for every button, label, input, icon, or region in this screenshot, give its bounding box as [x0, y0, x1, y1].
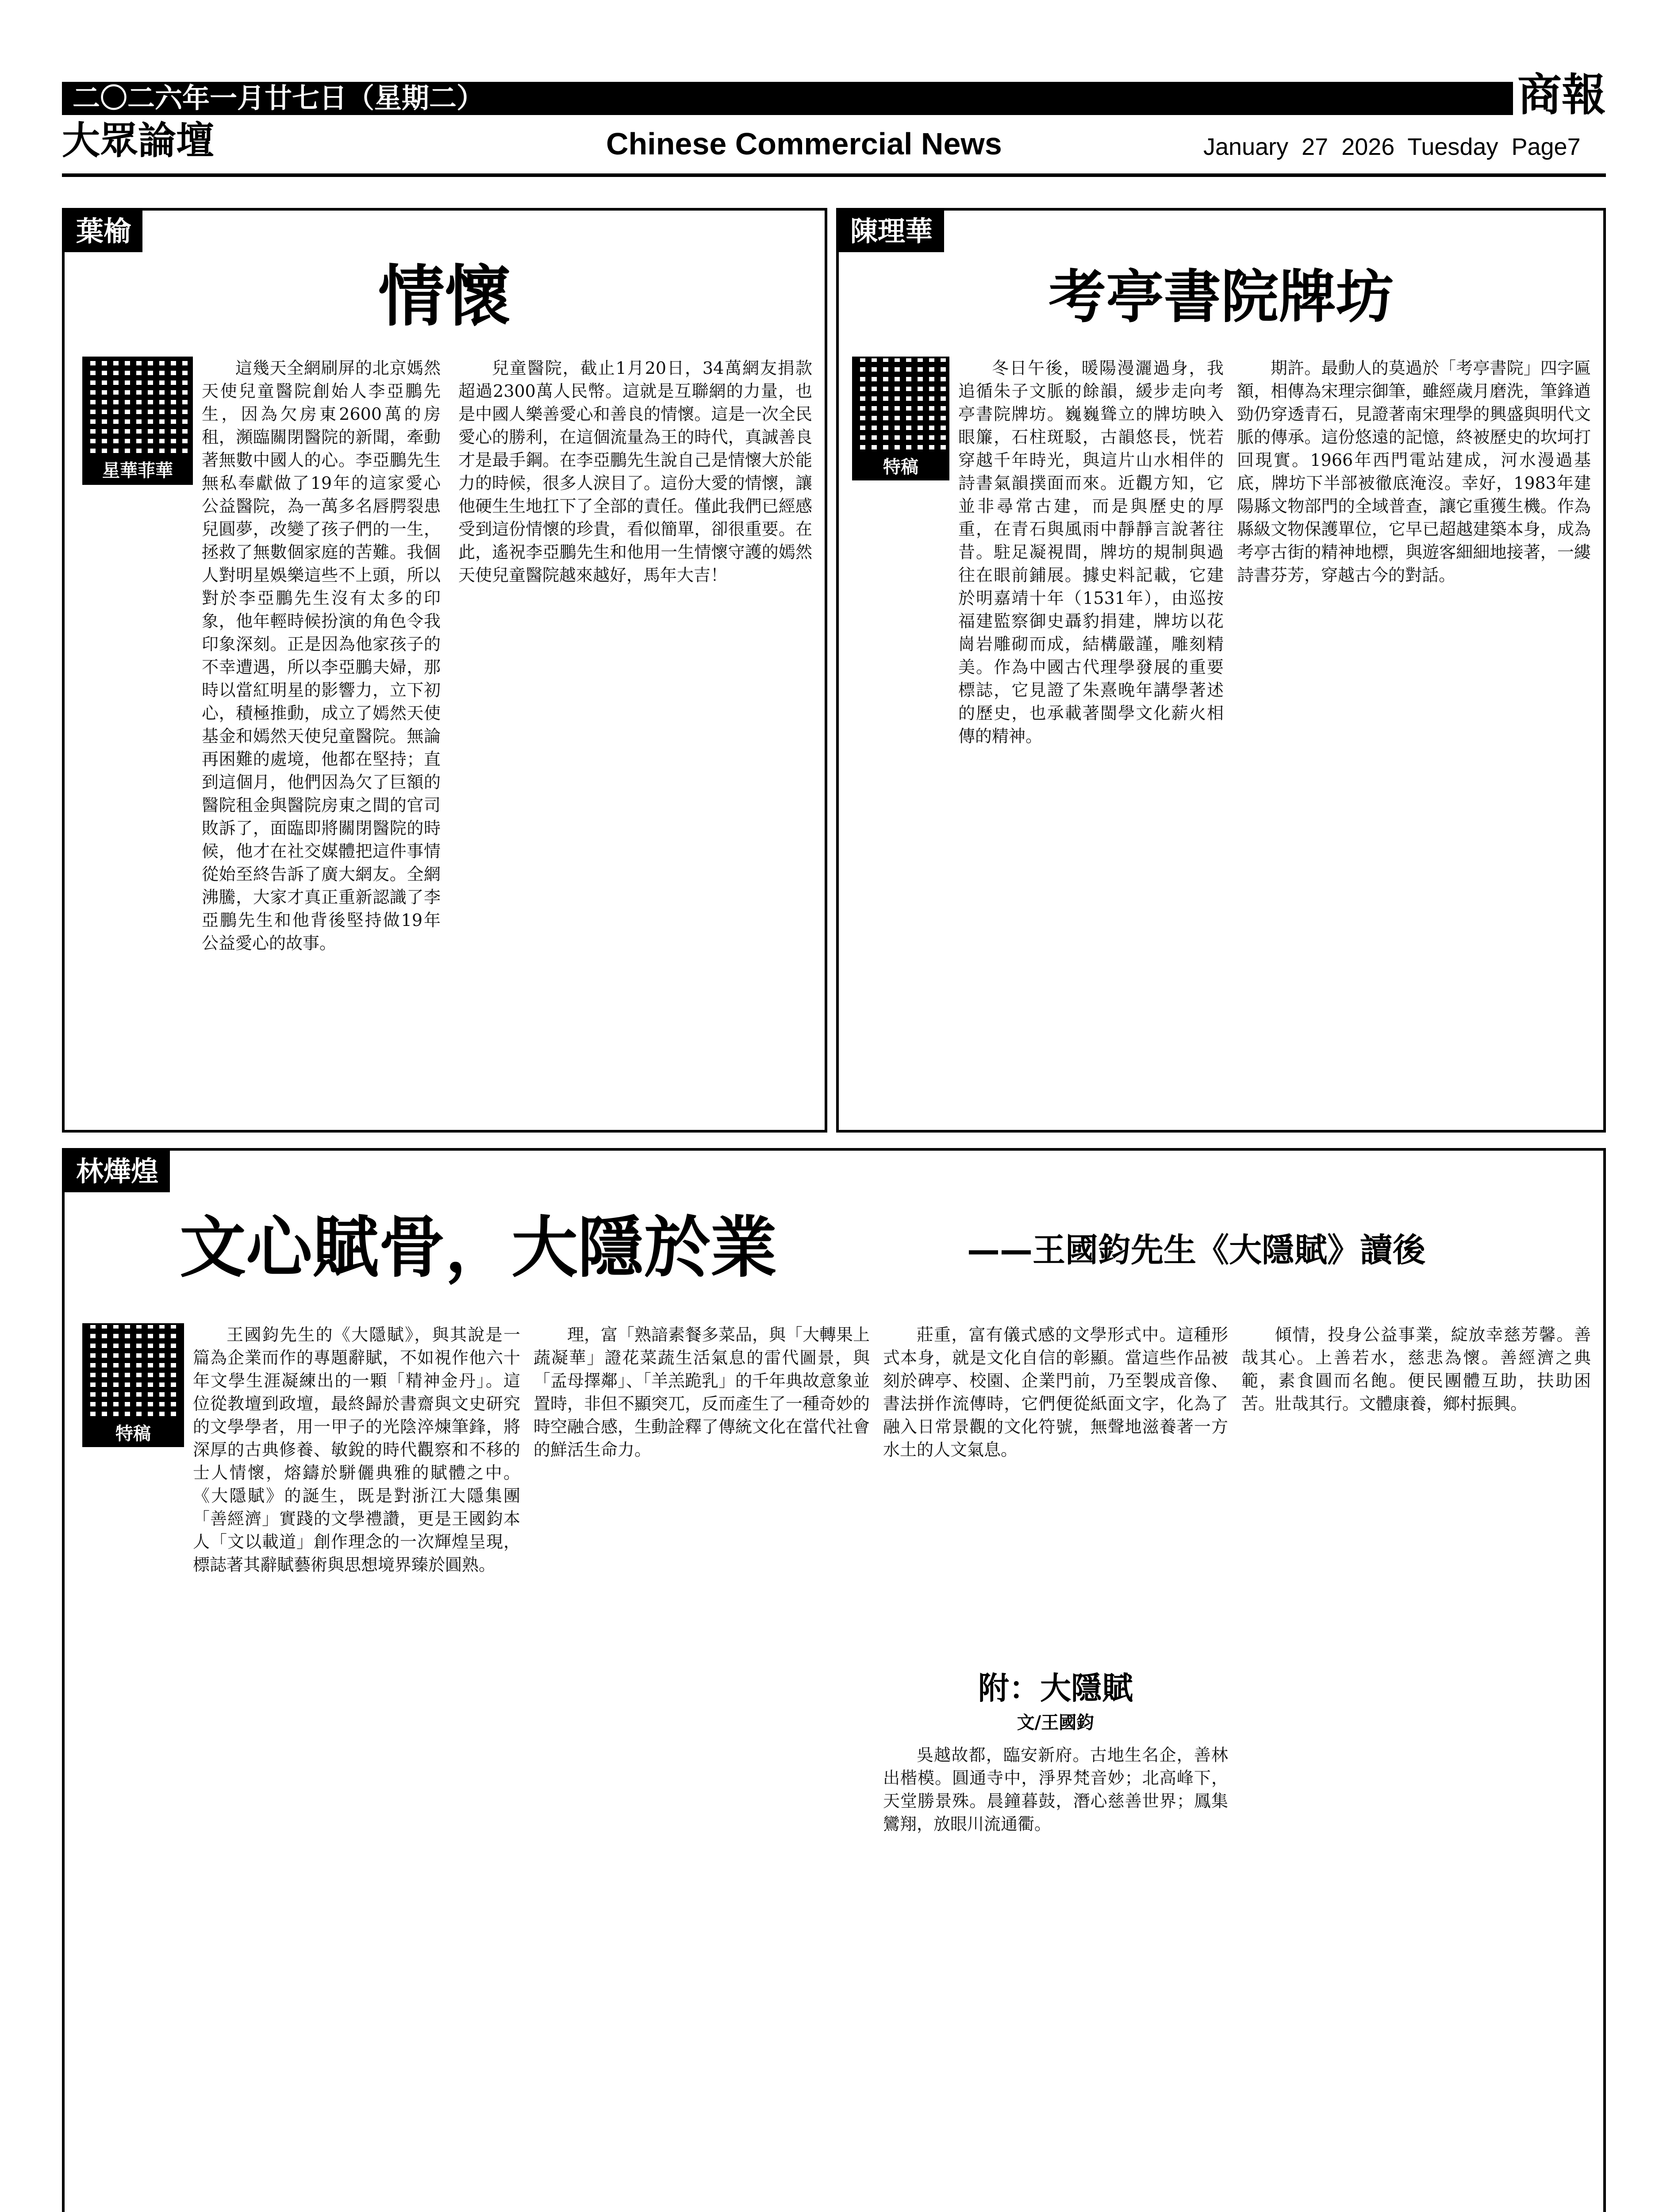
qr-code [852, 357, 949, 480]
header-rule [62, 173, 1606, 177]
paragraph: 這幾天全網刷屏的北京媽然天使兒童醫院創始人李亞鵬先生，因為欠房東2600萬的房租，瀕臨關閉醫院的新聞，牽動著無數中國人的心。李亞鵬先生無私奉獻做了19年的這家愛心公益醫院，為一萬多名唇腭裂患兒圓夢，改變了孩子們的一生，拯救了無數個家庭的苦難。我個人對明星娛樂這些不上頭，所以對於李亞鵬先生沒有太多的印象，他年輕時候扮演的角色令我印象深刻。正是因為他家孩子的不幸遭遇，所以李亞鵬夫婦，那時以當紅明星的影響力，立下初心，積極推動，成立了嫣然天使基金和嫣然天使兒童醫院。無論再困難的處境，他都在堅持；直到這個月，他們因為欠了巨額的醫院租金與醫院房東之間的官司敗訴了，面臨即將關閉醫院的時候，他才在社交媒體把這件事情從始至終告訴了廣大網友。全網沸騰，大家才真正重新認識了李亞鵬先生和他背後堅持做19年公益愛心的故事。 [202, 358, 441, 953]
header-date-line: 二〇二六年一月廿七日（星期二） [73, 82, 484, 114]
author-tag: 葉榆 [65, 211, 142, 252]
paragraph: 理，富「熟諳素餐多菜品，與「大轉果上蔬凝華」證花菜蔬生活氣息的雷代圖景，與「孟母擇鄰」、「羊羔跪乳」的千年典故意象並置時，非但不顯突兀，反而產生了一種奇妙的時空融合感，生動詮釋了傳統文化在當代社會的鮮活生命力。 [534, 1325, 870, 1459]
article-box-dayinfu [62, 1148, 1606, 2212]
qr-label: 特稿 [84, 1421, 182, 1445]
qr-code [82, 1323, 184, 1447]
article-body-col1 [193, 1323, 520, 2212]
paragraph: 期許。最動人的莫過於「考亭書院」四字匾額，相傳為宋理宗御筆，雖經歲月磨洗，筆鋒遒勁仍穿透青石，見證著南宋理學的興盛與明代文脈的傳承。這份悠遠的記憶，終被歷史的坎坷打回現實。1966年西門電站建成，河水漫過基底，牌坊下半部被徹底淹沒。幸好，1983年建陽縣文物部門的全域普查，讓它重獲生機。作為縣級文物保護單位，它早已超越建築本身，成為考亭古街的精神地標，與遊客細細地接著，一縷詩書芬芳，穿越古今的對話。 [1237, 358, 1591, 585]
qr-pattern [854, 358, 948, 455]
paragraph: 傾情，投身公益事業，綻放幸慈芳馨。善哉其心。上善若水，慈悲為懷。善經濟之典範，素食圓而名飽。便民團體互助，扶助困苦。壯哉其行。文體康養，鄉村振興。 [1241, 1325, 1591, 1413]
article-body-col1 [958, 357, 1224, 1118]
article-body-col2 [534, 1323, 870, 2212]
article-body-col2 [1237, 357, 1591, 1118]
article-title: 文心賦骨，大隱於業 [180, 1210, 777, 1286]
article-body-col1 [202, 357, 441, 1118]
qr-pattern [84, 358, 191, 458]
qr-pattern [84, 1325, 182, 1421]
article-title: 考亭書院牌坊 [1048, 263, 1394, 330]
qr-label: 特稿 [854, 455, 948, 479]
paragraph: 王國鈞先生的《大隱賦》，與其說是一篇為企業而作的專題辭賦，不如視作他六十年文學生涯凝練出的一顆「精神金丹」。這位從教壇到政壇，最終歸於書齋與文史研究的文學學者，用一甲子的光陰淬煉筆鋒，將深厚的古典修養、敏銳的時代觀察和不移的士人情懷，熔鑄於駢儷典雅的賦體之中。《大隱賦》的誕生，既是對浙江大隱集團「善經濟」實踐的文學禮讚，更是王國鈞本人「文以載道」創作理念的一次輝煌呈現，標誌著其辭賦藝術與思想境界臻於圓熟。 [193, 1325, 520, 1575]
paragraph: 吳越故都，臨安新府。古地生名企，善林出楷模。圓通寺中，淨界梵音妙；北高峰下，天堂勝景殊。晨鐘暮鼓，潛心慈善世界；鳳集鸞翔，放眼川流通衢。 [883, 1745, 1228, 1834]
header-section-name: 大眾論壇 [62, 119, 214, 163]
header-paper-name: 商報 [1517, 69, 1606, 121]
qr-label: 星華菲華 [84, 458, 191, 483]
article-box-qinghuai [62, 208, 827, 1133]
header-english-date: January 27 2026 Tuesday Page7 [1203, 134, 1581, 160]
author-tag: 林燁煌 [65, 1151, 170, 1192]
article-box-kaoting [836, 208, 1606, 1133]
header-english-name: Chinese Commercial News [606, 127, 1002, 161]
paragraph: 冬日午後，暖陽漫灑過身，我追循朱子文脈的餘韻，緩步走向考亭書院牌坊。巍巍聳立的牌坊映入眼簾，石柱斑駁，古韻悠長，恍若穿越千年時光，與這片山水相伴的詩書氣韻撲面而來。近觀方知，它並非尋常古建，而是與歷史的厚重，在青石與風雨中靜靜言說著往昔。駐足凝視間，牌坊的規制與過往在眼前鋪展。據史料記載，它建於明嘉靖十年（1531年），由巡按福建監察御史聶豹捐建，牌坊以花崗岩雕砌而成，結構嚴謹，雕刻精美。作為中國古代理學發展的重要標誌，它見證了朱熹晚年講學著述的歷史，也承載著閩學文化薪火相傳的精神。 [958, 358, 1224, 746]
article-body-col4 [1241, 1323, 1591, 2212]
paragraph: 兒童醫院，截止1月20日，34萬網友捐款超過2300萬人民幣。這就是互聯網的力量，也是中國人樂善愛心和善良的情懷。這是一次全民愛心的勝利，在這個流量為王的時代，真誠善良才是最手鋼。在李亞鵬先生說自己是情懷大於能力的時候，很多人淚目了。這份大愛的情懷，讓他硬生生地扛下了全部的責任。僅此我們已經感受到這份情懷的珍貴，看似簡單，卻很重要。在此，遙祝李亞鵬先生和他用一生情懷守護的嫣然天使兒童醫院越來越好，馬年大吉！ [458, 358, 812, 585]
qr-code [82, 357, 193, 485]
header-date-bar [62, 82, 1513, 115]
author-tag: 陳理華 [839, 211, 944, 252]
article-title: 情懷 [378, 258, 511, 335]
paragraph: 莊重，富有儀式感的文學形式中。這種形式本身，就是文化自信的彰顯。當這些作品被刻於碑亭、校園、企業門前，乃至製成音像、書法拼作流傳時，它們便從紙面文字，化為了融入日常景觀的文化符號，無聲地滋養著一方水土的人文氣息。 [883, 1325, 1228, 1459]
fu-author: 文/王國鈞 [1017, 1712, 1094, 1733]
article-body-col3 [883, 1323, 1228, 1659]
article-subtitle: ——王國鈞先生《大隱賦》讀後 [967, 1231, 1425, 1269]
fu-title: 附：大隱賦 [978, 1670, 1133, 1706]
article-body-col2 [458, 357, 812, 1118]
fu-text [883, 1743, 1228, 2212]
